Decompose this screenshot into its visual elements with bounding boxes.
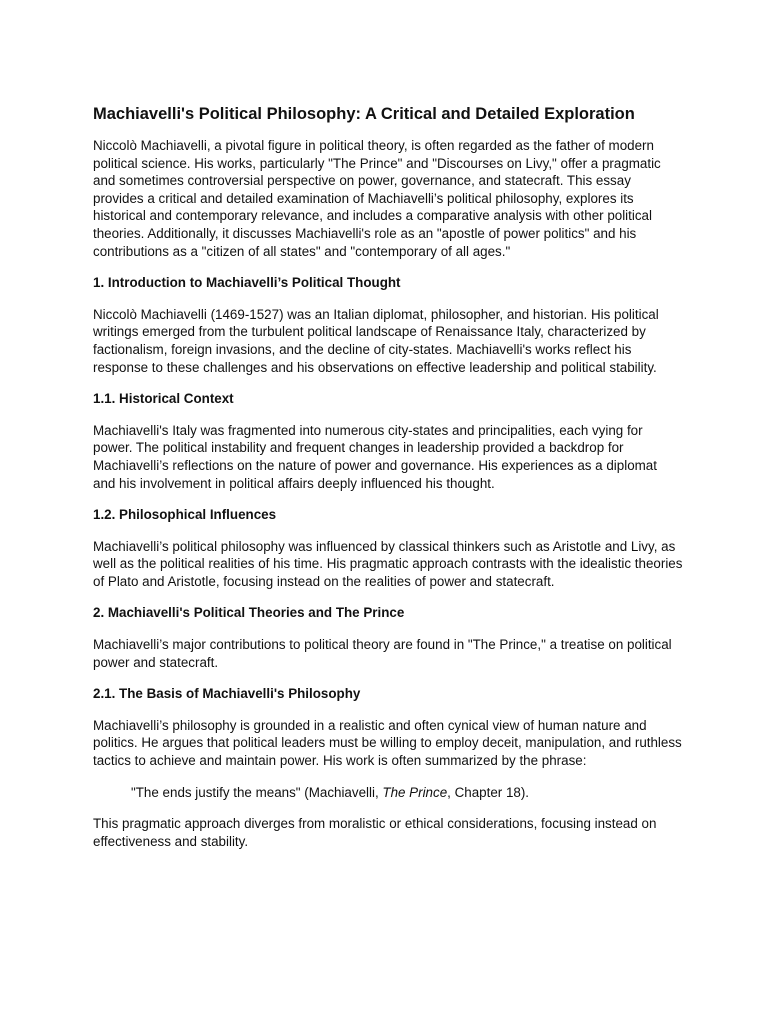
section-paragraph-1-2: Machiavelli’s political philosophy was influenced by classical thinkers such as Aristotle and Livy, as well as the political realities of his time. His pragmatic approach contrasts with the idealistic theories of Plato and Aristotle, focusing instead on the realities of power and statecraft. [93, 538, 683, 589]
document-title: Machiavelli's Political Philosophy: A Critical and Detailed Exploration [93, 105, 635, 123]
section-paragraph-1-1: Machiavelli's Italy was fragmented into numerous city-states and principalities, each vying for power. The political instability and frequent changes in leadership provided a backdrop for Machiavelli’s reflections on the nature of power and governance. His experiences as a diplomat and his involvement in political affairs deeply influenced his thought. [93, 422, 657, 491]
section-heading-1-1: 1.1. Historical Context [93, 391, 234, 407]
quote-italic-title: The Prince [382, 784, 448, 800]
section-paragraph-1: Niccolò Machiavelli (1469-1527) was an Italian diplomat, philosopher, and historian. His political writings emerged from the turbulent political landscape of Renaissance Italy, characterized by factionalism, foreign invasions, and the decline of city-states. Machiavelli's works reflect his response to these challenges and his observations on effective leadership and political stability. [93, 306, 659, 375]
section-heading-1-2: 1.2. Philosophical Influences [93, 507, 277, 523]
block-quote [131, 784, 683, 802]
section-paragraph-2-1: Machiavelli’s philosophy is grounded in a realistic and often cynical view of human nature and politics. He argues that political leaders must be willing to employ deceit, manipulation, and ruthless tactics to achieve and maintain power. His work is often summarized by the phrase: [93, 717, 682, 769]
document-page [93, 104, 683, 864]
section-paragraph-2: Machiavelli’s major contributions to political theory are found in "The Prince," a treatise on political power and statecraft. [93, 637, 672, 670]
intro-paragraph: Niccolò Machiavelli, a pivotal figure in political theory, is often regarded as the father of modern political science. His works, particularly "The Prince" and "Discourses on Livy," offer a pragmatic and sometimes controversial perspective on power, governance, and statecraft. This essay provides a critical and detailed examination of Machiavelli’s political philosophy, explores its historical and contemporary relevance, and includes a comparative analysis with other political theories. Additionally, it discusses Machiavelli's role as an "apostle of power politics" and his contributions as a "citizen of all states" and "contemporary of all ages." [93, 138, 661, 259]
closing-paragraph: This pragmatic approach diverges from moralistic or ethical considerations, focusing instead on effectiveness and stability. [93, 816, 657, 849]
quote-text-before: "The ends justify the means" (Machiavelli, [131, 784, 383, 800]
section-heading-2-1: 2.1. The Basis of Machiavelli's Philosophy [93, 686, 361, 702]
section-heading-2: 2. Machiavelli's Political Theories and The Prince [93, 605, 405, 621]
quote-text-after: , Chapter 18). [447, 784, 530, 800]
section-heading-1: 1. Introduction to Machiavelli’s Political Thought [93, 275, 401, 291]
